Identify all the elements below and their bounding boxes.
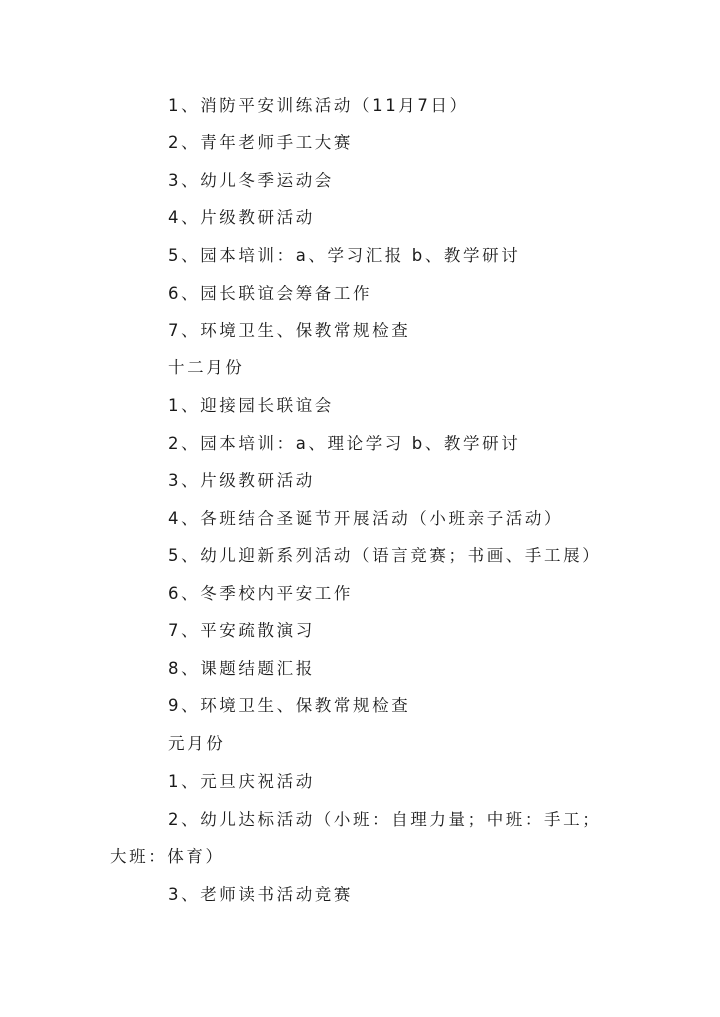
text-line: 3、片级教研活动 [168,471,315,490]
text-line: 9、环境卫生、保教常规检查 [168,696,411,715]
text-line: 1、迎接园长联谊会 [168,396,334,415]
text-line: 4、各班结合圣诞节开展活动（小班亲子活动） [168,509,564,528]
text-line: 8、课题结题汇报 [168,659,315,678]
section-heading: 十二月份 [168,358,245,377]
text-line: 6、冬季校内平安工作 [168,584,353,603]
text-line: 4、片级教研活动 [168,208,315,227]
text-line: 3、老师读书活动竞赛 [168,885,353,904]
text-line: 2、幼儿达标活动（小班：自理力量；中班：手工； [168,810,602,829]
text-line: 6、园长联谊会筹备工作 [168,284,373,303]
text-line: 7、平安疏散演习 [168,621,315,640]
text-line: 2、园本培训：a、理论学习 b、教学研讨 [168,434,521,453]
text-line: 1、消防平安训练活动（11月7日） [168,96,469,115]
text-line: 3、幼儿冬季运动会 [168,171,334,190]
text-line: 7、环境卫生、保教常规检查 [168,321,411,340]
text-line: 5、园本培训：a、学习汇报 b、教学研讨 [168,246,521,265]
text-line: 1、元旦庆祝活动 [168,772,315,791]
text-line: 2、青年老师手工大赛 [168,133,353,152]
text-line: 5、幼儿迎新系列活动（语言竞赛；书画、手工展） [168,546,602,565]
section-heading: 元月份 [168,734,226,753]
text-line-continuation: 大班：体育） [110,847,225,866]
